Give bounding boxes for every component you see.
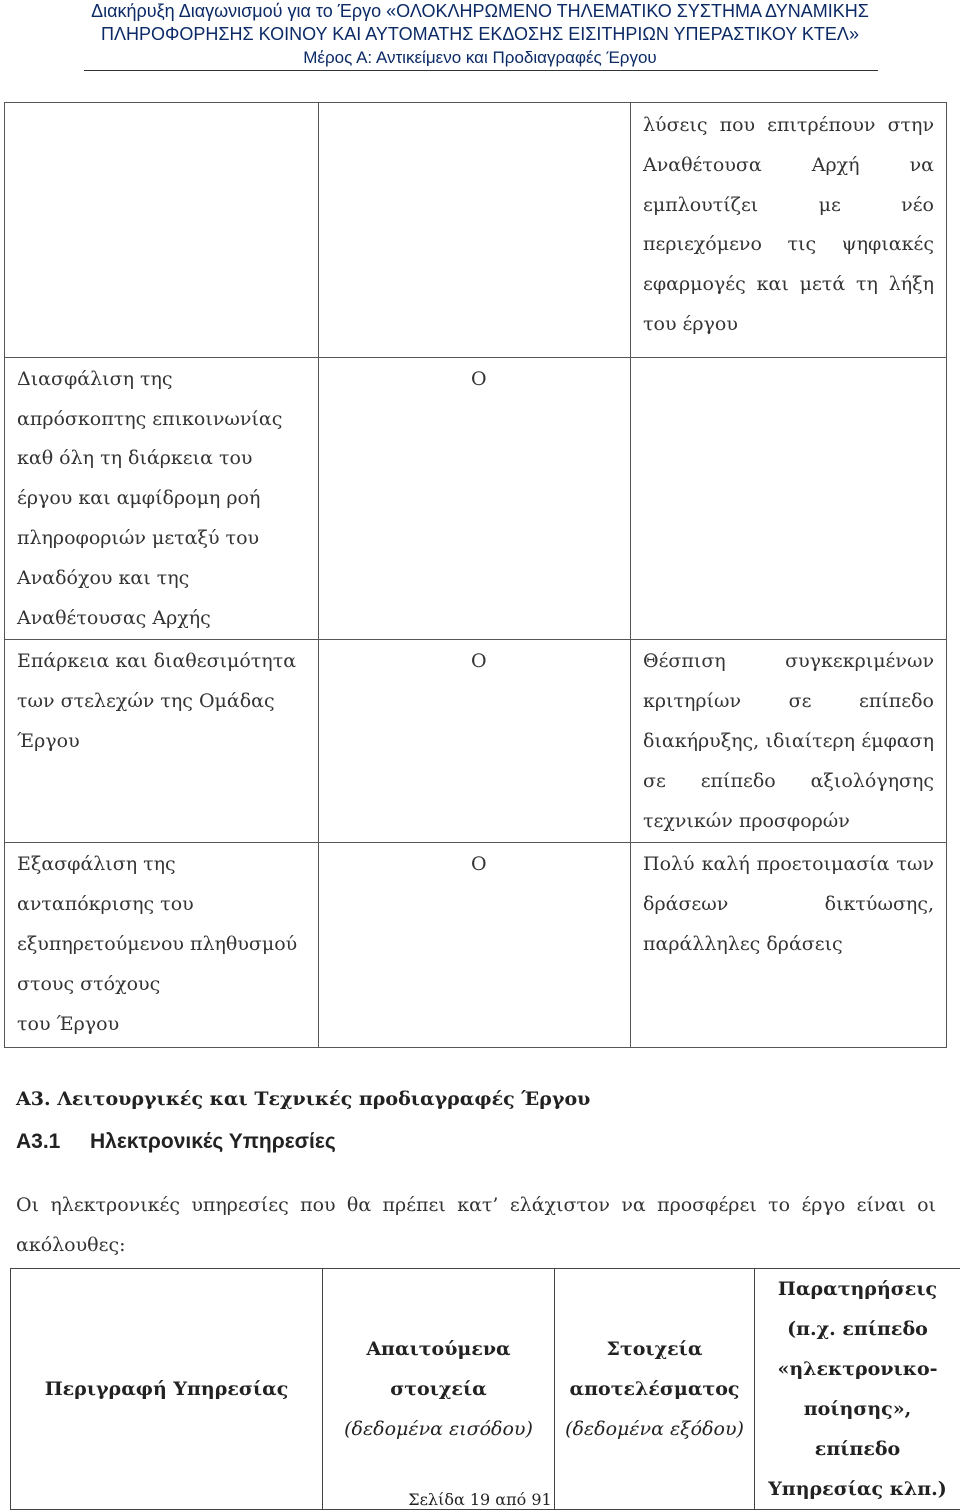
- text-line: του Έργου: [17, 1012, 120, 1035]
- subsection-title: Ηλεκτρονικές Υπηρεσίες: [90, 1130, 336, 1153]
- text-line: Διασφάλιση της: [17, 367, 173, 390]
- risk-factor-cell: [5, 843, 319, 1048]
- risk-factor-cell: [5, 103, 319, 358]
- text-line: κριτηρίων σε επίπεδο: [643, 690, 934, 713]
- text-line: εξυπηρετούμενου πληθυσμού: [17, 932, 298, 955]
- intro-paragraph: [16, 1185, 936, 1265]
- text-line: Αναθέτουσα Αρχή να: [643, 153, 934, 176]
- mitigation-cell: [631, 640, 947, 843]
- text-line: παράλληλες δράσεις: [643, 932, 843, 955]
- mitigation-cell: [631, 843, 947, 1048]
- column-header-description: Περιγραφή Υπηρεσίας: [11, 1269, 323, 1510]
- text-line: λύσεις που επιτρέπουν στην: [643, 114, 934, 136]
- text-line: ακόλουθες:: [16, 1234, 126, 1256]
- text-line: Έργου: [17, 729, 80, 752]
- risk-factor-cell: [5, 357, 319, 640]
- table-row: [5, 640, 947, 843]
- mark-cell: [319, 103, 631, 358]
- text-line: Αναδόχου και της: [17, 566, 190, 589]
- header-title-line2: ΠΛΗΡΟΦΟΡΗΣΗΣ ΚΟΙΝΟΥ ΚΑΙ ΑΥΤΟΜΑΤΗΣ ΕΚΔΟΣΗΣ ΕΙΣΙΤΗΡΙΩΝ ΥΠΕΡΑΣΤΙΚΟΥ ΚΤΕΛ»: [101, 24, 859, 44]
- page-header: [0, 0, 960, 69]
- text-line: των στελεχών της Ομάδας: [17, 690, 275, 713]
- subsection-heading: [16, 1130, 336, 1154]
- text-line: δράσεων δικτύωσης,: [643, 893, 934, 916]
- header-divider: [84, 70, 878, 71]
- text-line: Πολύ καλή προετοιμασία των: [643, 853, 934, 876]
- text-line: διακήρυξης, ιδιαίτερη έμφαση: [643, 729, 934, 752]
- section-heading: Α3. Λειτουργικές και Τεχνικές προδιαγραφές Έργου: [16, 1088, 591, 1110]
- text-line: Εξασφάλιση της: [17, 853, 176, 876]
- mark-symbol: Ο: [471, 853, 487, 876]
- column-header-notes: Παρατηρήσεις (π.χ. επίπεδο «ηλεκτρονικο-ποίησης», επίπεδο Υπηρεσίας κλπ.): [755, 1269, 960, 1510]
- mark-symbol: Ο: [471, 367, 487, 390]
- text-line: του έργου: [643, 312, 738, 335]
- text-line: εμπλουτίζει με νέο: [643, 193, 934, 216]
- service-table: [10, 1268, 960, 1510]
- text-line: εφαρμογές και μετά τη λήξη: [643, 273, 934, 296]
- mark-symbol: Ο: [471, 650, 487, 673]
- text-line: Οι ηλεκτρονικές υπηρεσίες που θα πρέπει κατ’ ελάχιστον να προσφέρει το έργο είναι οι: [16, 1194, 936, 1216]
- risk-factor-cell: [5, 640, 319, 843]
- page-footer: Σελίδα 19 από 91: [408, 1490, 552, 1509]
- text-line: στους στόχους: [17, 972, 161, 995]
- text-line: περιεχόμενο τις ψηφιακές: [643, 233, 934, 256]
- text-line: έργου και αμφίδρομη ροή: [17, 487, 261, 510]
- mitigation-cell: [631, 357, 947, 640]
- column-header-inputs: Απαιτούμενα στοιχεία (δεδομένα εισόδου): [323, 1269, 555, 1510]
- text-line: τεχνικών προσφορών: [643, 809, 850, 832]
- risk-table: [4, 102, 947, 1048]
- mark-cell: [319, 357, 631, 640]
- text-line: απρόσκοπτης επικοινωνίας: [17, 407, 283, 430]
- header-subtitle: Μέρος Α: Αντικείμενο και Προδιαγραφές Έργου: [303, 48, 657, 67]
- text-line: Επάρκεια και διαθεσιμότητα: [17, 650, 297, 673]
- table-header-row: [11, 1269, 960, 1510]
- text-line: Θέσπιση συγκεκριμένων: [643, 650, 934, 673]
- subsection-number: Α3.1: [16, 1130, 61, 1153]
- mark-cell: [319, 640, 631, 843]
- text-line: σε επίπεδο αξιολόγησης: [643, 769, 934, 792]
- header-title-line1: Διακήρυξη Διαγωνισμού για το Έργο «ΟΛΟΚΛΗΡΩΜΕΝΟ ΤΗΛΕΜΑΤΙΚΟ ΣΥΣΤΗΜΑ ΔΥΝΑΜΙΚΗΣ: [91, 1, 869, 21]
- text-line: ανταπόκρισης του: [17, 893, 194, 916]
- text-line: πληροφοριών μεταξύ του: [17, 526, 260, 549]
- table-row: [5, 843, 947, 1048]
- text-line: Αναθέτουσας Αρχής: [17, 606, 211, 629]
- text-line: καθ όλη τη διάρκεια του: [17, 447, 253, 470]
- column-header-outputs: Στοιχεία αποτελέσματος (δεδομένα εξόδου): [555, 1269, 755, 1510]
- mark-cell: [319, 843, 631, 1048]
- table-row: [5, 103, 947, 358]
- mitigation-cell: [631, 103, 947, 358]
- table-row: [5, 357, 947, 640]
